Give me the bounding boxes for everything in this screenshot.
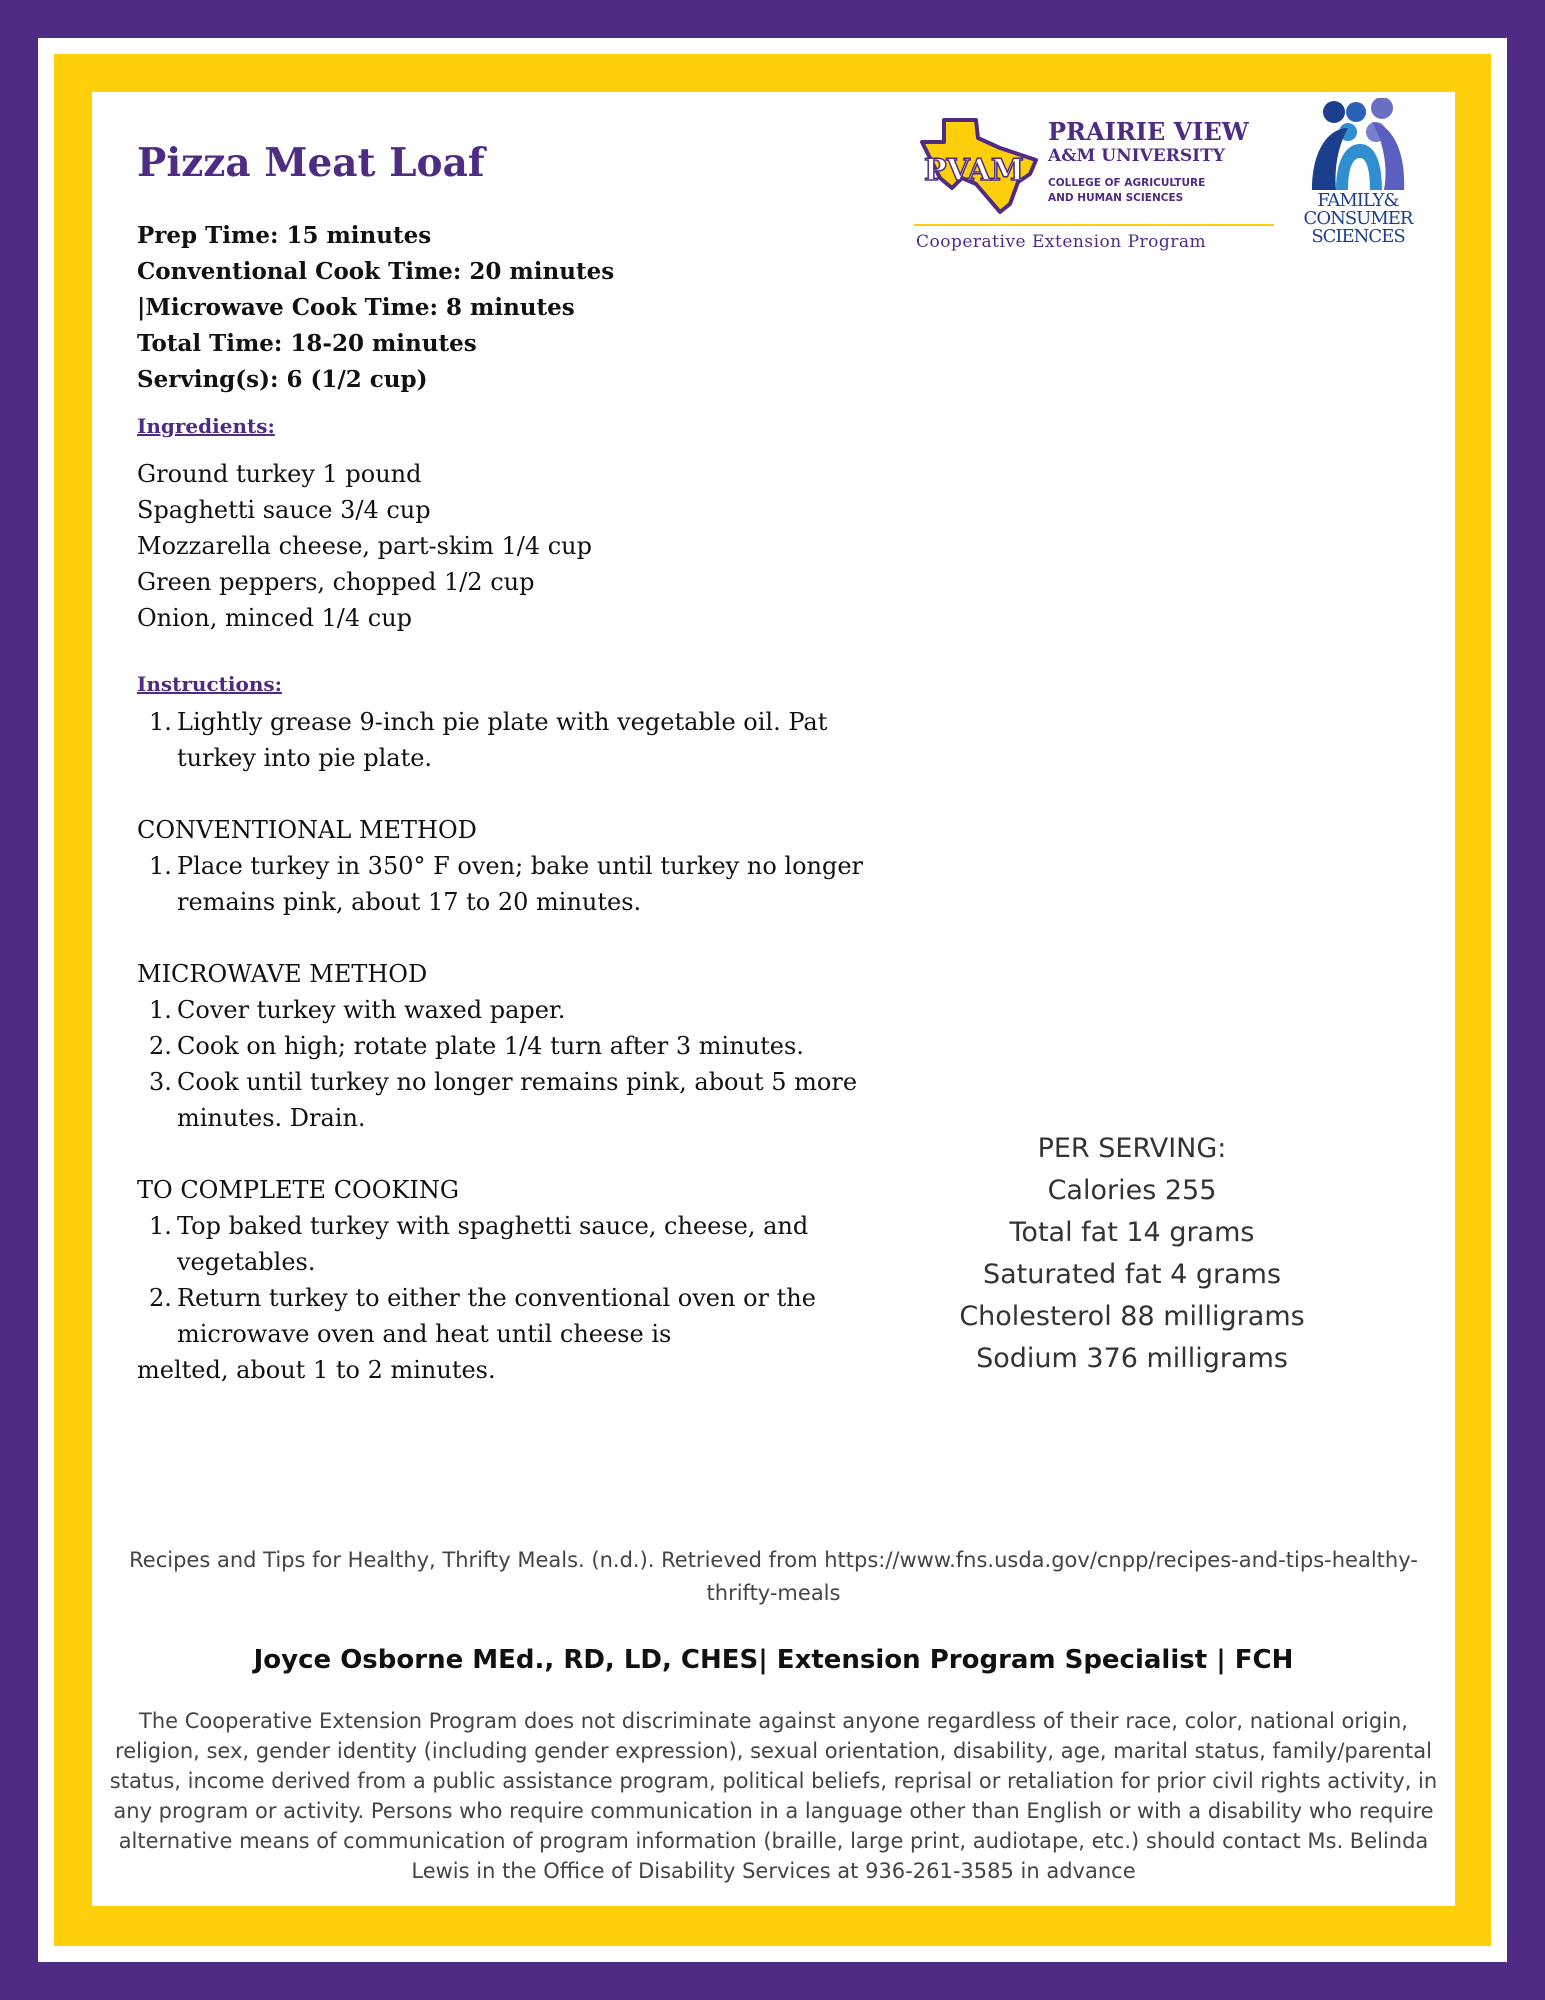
microwave-step [137, 1028, 897, 1064]
conventional-step [137, 848, 897, 920]
instructions-heading: Instructions: [137, 672, 283, 696]
ingredient-item: Green peppers, chopped 1/2 cup [137, 568, 535, 596]
family-figures-icon [1290, 98, 1426, 194]
pvamu-program: Cooperative Extension Program [916, 232, 1207, 252]
pvamu-subtitle: A&M UNIVERSITY [1048, 146, 1225, 166]
fcs-wordmark [1290, 192, 1426, 246]
nutrition-saturated-fat: Saturated fat 4 grams [982, 1259, 1282, 1290]
nutrition-total-fat: Total fat 14 grams [1009, 1217, 1255, 1248]
complete-step [137, 1208, 897, 1280]
fcs-line: FAMILY& [1317, 190, 1399, 211]
complete-cooking-heading: TO COMPLETE COOKING [137, 1176, 459, 1204]
ingredient-item: Onion, minced 1/4 cup [137, 604, 413, 632]
step-number: 2. [149, 1284, 172, 1312]
ingredient-item: Mozzarella cheese, part-skim 1/4 cup [137, 532, 593, 560]
source-citation: Recipes and Tips for Healthy, Thrifty Meals. (n.d.). Retrieved from https://www.fns.usda.gov/cnpp/recipes-and-tips-healthy-thrifty-meals [129, 1548, 1418, 1605]
step-number: 3. [149, 1068, 172, 1096]
recipe-title: Pizza Meat Loaf [137, 140, 485, 186]
recipe-card [92, 92, 1455, 1906]
nutrition-heading: PER SERVING: [1037, 1133, 1227, 1164]
nutrition-calories: Calories 255 [1047, 1175, 1217, 1206]
step-number: 2. [149, 1032, 172, 1060]
step-text: Return turkey to either the conventional oven or the microwave oven and heat until cheese is [177, 1284, 816, 1348]
instructions-body [137, 704, 897, 1388]
ingredient-item: Ground turkey 1 pound [137, 460, 422, 488]
conventional-method-heading: CONVENTIONAL METHOD [137, 816, 477, 844]
fcs-line: SCIENCES [1311, 226, 1405, 247]
pvamu-monogram: PVAM [924, 153, 1024, 188]
pvamu-college-line: COLLEGE OF AGRICULTURE [1048, 177, 1206, 189]
pvamu-divider [914, 224, 1274, 226]
step-number: 1. [149, 1212, 172, 1240]
total-time: Total Time: 18-20 minutes [137, 330, 477, 357]
step-number: 1. [149, 708, 172, 736]
step-text: Cover turkey with waxed paper. [177, 996, 566, 1024]
specialist-credit: Joyce Osborne MEd., RD, LD, CHES| Extension Program Specialist | FCH [253, 1645, 1294, 1675]
pvamu-logo [914, 112, 1274, 272]
step-text: Place turkey in 350° F oven; bake until turkey no longer remains pink, about 17 to 20 minutes. [177, 852, 864, 916]
step-text: Lightly grease 9-inch pie plate with vegetable oil. Pat turkey into pie plate. [177, 708, 828, 772]
nutrition-cholesterol: Cholesterol 88 milligrams [959, 1301, 1305, 1332]
complete-step-tail: melted, about 1 to 2 minutes. [137, 1356, 496, 1384]
pvamu-name: PRAIRIE VIEW [1048, 117, 1249, 146]
step-text: Cook until turkey no longer remains pink, about 5 more minutes. Drain. [177, 1068, 858, 1132]
step-number: 1. [149, 852, 172, 880]
microwave-step [137, 1064, 897, 1136]
prep-time: Prep Time: 15 minutes [137, 222, 432, 249]
step-text: Cook on high; rotate plate 1/4 turn after 3 minutes. [177, 1032, 804, 1060]
servings: Serving(s): 6 (1/2 cup) [137, 366, 428, 393]
fcs-line: CONSUMER [1303, 208, 1413, 229]
ingredient-item: Spaghetti sauce 3/4 cup [137, 496, 431, 524]
ingredients-list [137, 456, 592, 636]
ingredients-heading: Ingredients: [137, 414, 275, 438]
fcs-logo [1290, 98, 1426, 268]
conventional-cook-time: Conventional Cook Time: 20 minutes [137, 258, 615, 285]
microwave-cook-time: |Microwave Cook Time: 8 minutes [137, 294, 575, 321]
step-text: Top baked turkey with spaghetti sauce, cheese, and vegetables. [177, 1212, 809, 1276]
nondiscrimination-disclaimer: The Cooperative Extension Program does not discriminate against anyone regardless of their race, color, national origin, religion, sex, gender identity (including gender expression), sexual orientation, disability, age, marital status, family/parental status, income derived from a public assistance program, political beliefs, reprisal or retaliation for prior civil rights activity, in any program or activity. Persons who require communication in a language other than English or with a disability who require alternative means of communication of program information (braille, large print, audiotape, etc.) should contact Ms. Belinda Lewis in the Office of Disability Services at 936-261-3585 in advance [109, 1709, 1438, 1883]
microwave-method-heading: MICROWAVE METHOD [137, 960, 428, 988]
nutrition-facts [932, 1128, 1332, 1380]
pvamu-college-line: AND HUMAN SCIENCES [1048, 192, 1184, 204]
recipe-meta [137, 218, 614, 398]
pvamu-college [1048, 176, 1205, 206]
step-number: 1. [149, 996, 172, 1024]
pvamu-emblem-icon [914, 112, 1044, 222]
complete-step [137, 1280, 897, 1352]
prep-step [137, 704, 897, 776]
microwave-step [137, 992, 897, 1028]
nutrition-sodium: Sodium 376 milligrams [976, 1343, 1288, 1374]
